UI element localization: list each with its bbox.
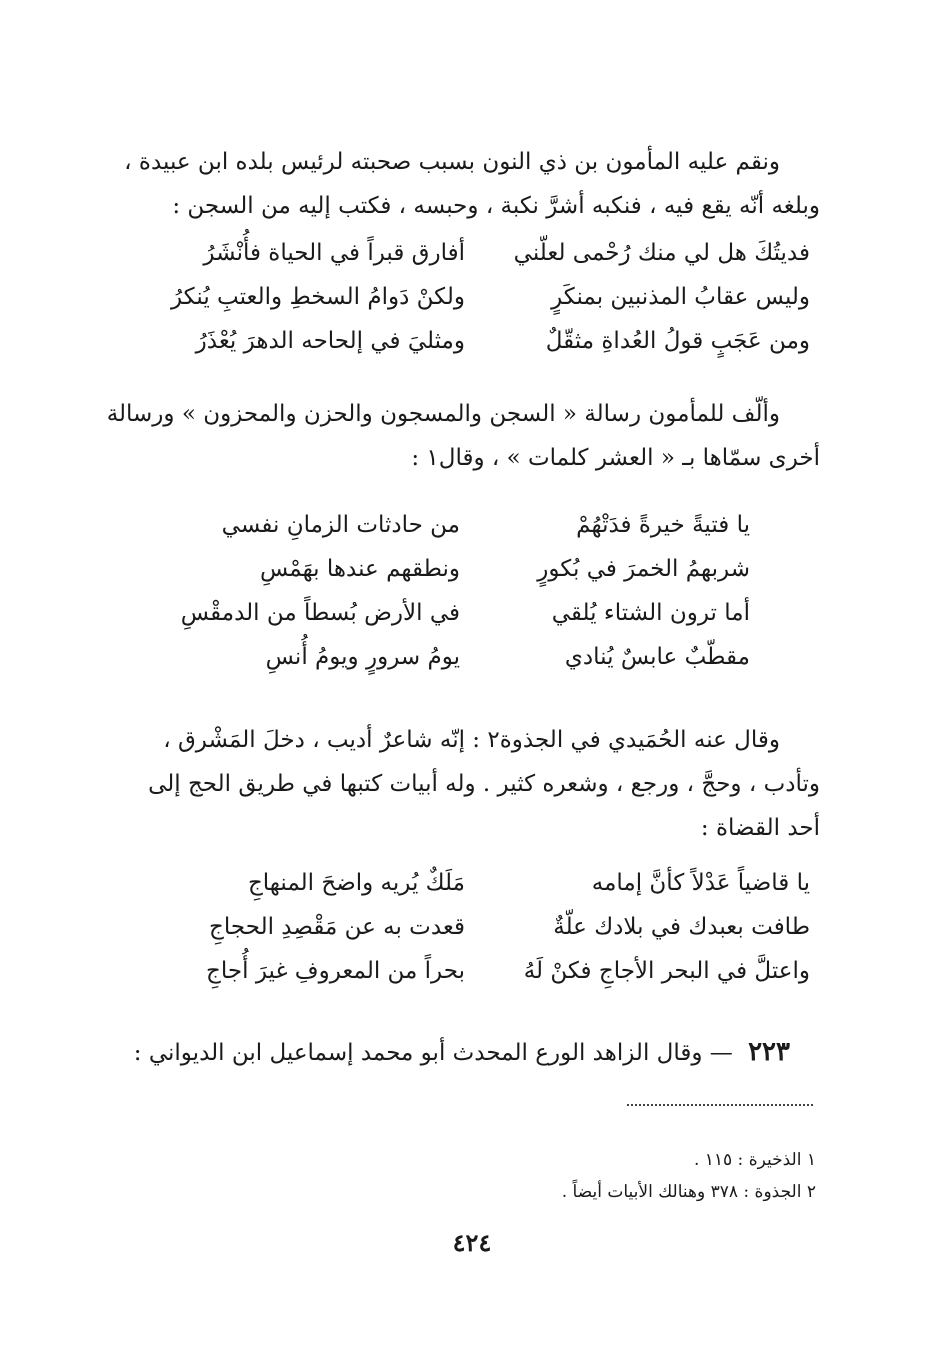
poem-3 (130, 870, 810, 1002)
prose-line: أخرى سمّاها بـ « العشر كلمات » ، وقال١ : (411, 445, 820, 471)
verse-second-hemistich: من حادثات الزمانِ نفسي (221, 512, 460, 538)
entry-line (120, 1030, 790, 1074)
entry-heading (120, 1030, 790, 1074)
prose-paragraph-1 (120, 140, 820, 228)
verse-first-hemistich: واعتلَّ في البحر الأجاجِ فكنْ لَهُ (523, 958, 810, 984)
verse-second-hemistich: ونطقهم عندها بهَمْسِ (259, 556, 460, 582)
poem-verse (130, 914, 810, 958)
verse-first-hemistich: شربهمُ الخمرَ في بُكورٍ (537, 556, 750, 582)
poem-verse (200, 512, 750, 556)
verse-first-hemistich: وليس عقابُ المذنبين بمنكَرٍ (551, 284, 810, 310)
verse-second-hemistich: أفارق قبراً في الحياة فأُنْشَرُ (203, 240, 465, 266)
prose-line: ونقم عليه المأمون بن ذي النون بسبب صحبته لرئيس بلده ابن عبيدة ، (124, 149, 780, 175)
prose-paragraph-2 (106, 392, 820, 480)
prose-paragraph-3 (120, 718, 820, 850)
verse-first-hemistich: مقطّبٌ عابسٌ يُنادي (564, 644, 750, 670)
poem-verse (200, 644, 750, 688)
poem-verse (130, 240, 810, 284)
poem-verse (200, 556, 750, 600)
verse-second-hemistich: قعدت به عن مَقْصِدِ الحجاجِ (209, 914, 465, 940)
poem-verse (130, 958, 810, 1002)
poem-verse (180, 600, 750, 644)
entry-number: ٢٢٣ (748, 1037, 790, 1067)
verse-first-hemistich: يا فتيةً خيرةً فدَتْهُمْ (576, 512, 750, 538)
footnote-1: ١ الذخيرة : ١١٥ . (693, 1150, 816, 1170)
poem-verse (130, 870, 810, 914)
poem-verse (130, 328, 810, 372)
prose-line: وتأدب ، وحجَّ ، ورجع ، وشعره كثير . وله أبيات كتبها في طريق الحج إلى (148, 771, 820, 797)
prose-line: وبلغه أنّه يقع فيه ، فنكبه أشرَّ نكبة ، وحبسه ، فكتب إليه من السجن : (172, 193, 820, 219)
poem-verse (130, 284, 810, 328)
page-number: ٤٢٤ (452, 1228, 492, 1257)
poem-1 (130, 240, 810, 372)
prose-line: وألّف للمأمون رسالة « السجن والمسجون والحزن والمحزون » ورسالة (106, 401, 780, 427)
verse-second-hemistich: ولكنْ دَوامُ السخطِ والعتبِ يُنكرُ (170, 284, 465, 310)
verse-second-hemistich: ومثليَ في إلحاحه الدهرَ يُعْذَرُ (195, 328, 465, 354)
footnote-separator (627, 1104, 813, 1106)
prose-line: وقال عنه الحُمَيدي في الجذوة٢ : إنّه شاعرٌ أديب ، دخلَ المَشْرق ، (163, 727, 780, 753)
verse-second-hemistich: في الأرض بُسطاً من الدمقْسِ (180, 600, 460, 626)
verse-first-hemistich: طافت بعبدك في بلادك علّةٌ (553, 914, 810, 940)
verse-first-hemistich: ومن عَجَبٍ قولُ العُداةِ مثقّلٌ (545, 328, 810, 354)
verse-second-hemistich: بحراً من المعروفِ غيرَ أُجاجِ (206, 958, 465, 984)
verse-first-hemistich: أما ترون الشتاء يُلقي (551, 600, 750, 626)
verse-second-hemistich: يومُ سرورٍ ويومُ أُنسِ (265, 644, 460, 670)
verse-first-hemistich: يا قاضياً عَدْلاً كأنَّ إمامه (591, 870, 810, 896)
verse-first-hemistich: فديتُكَ هل لي منك رُحْمى لعلّني (513, 240, 810, 266)
poem-2 (180, 512, 750, 688)
footnote-2: ٢ الجذوة : ٣٧٨ وهنالك الأبيات أيضاً . (561, 1182, 816, 1202)
verse-second-hemistich: مَلَكٌ يُريه واضحَ المنهاجِ (247, 870, 465, 896)
entry-text: — وقال الزاهد الورع المحدث أبو محمد إسماعيل ابن الديواني : (133, 1040, 733, 1066)
prose-line: أحد القضاة : (700, 815, 820, 841)
